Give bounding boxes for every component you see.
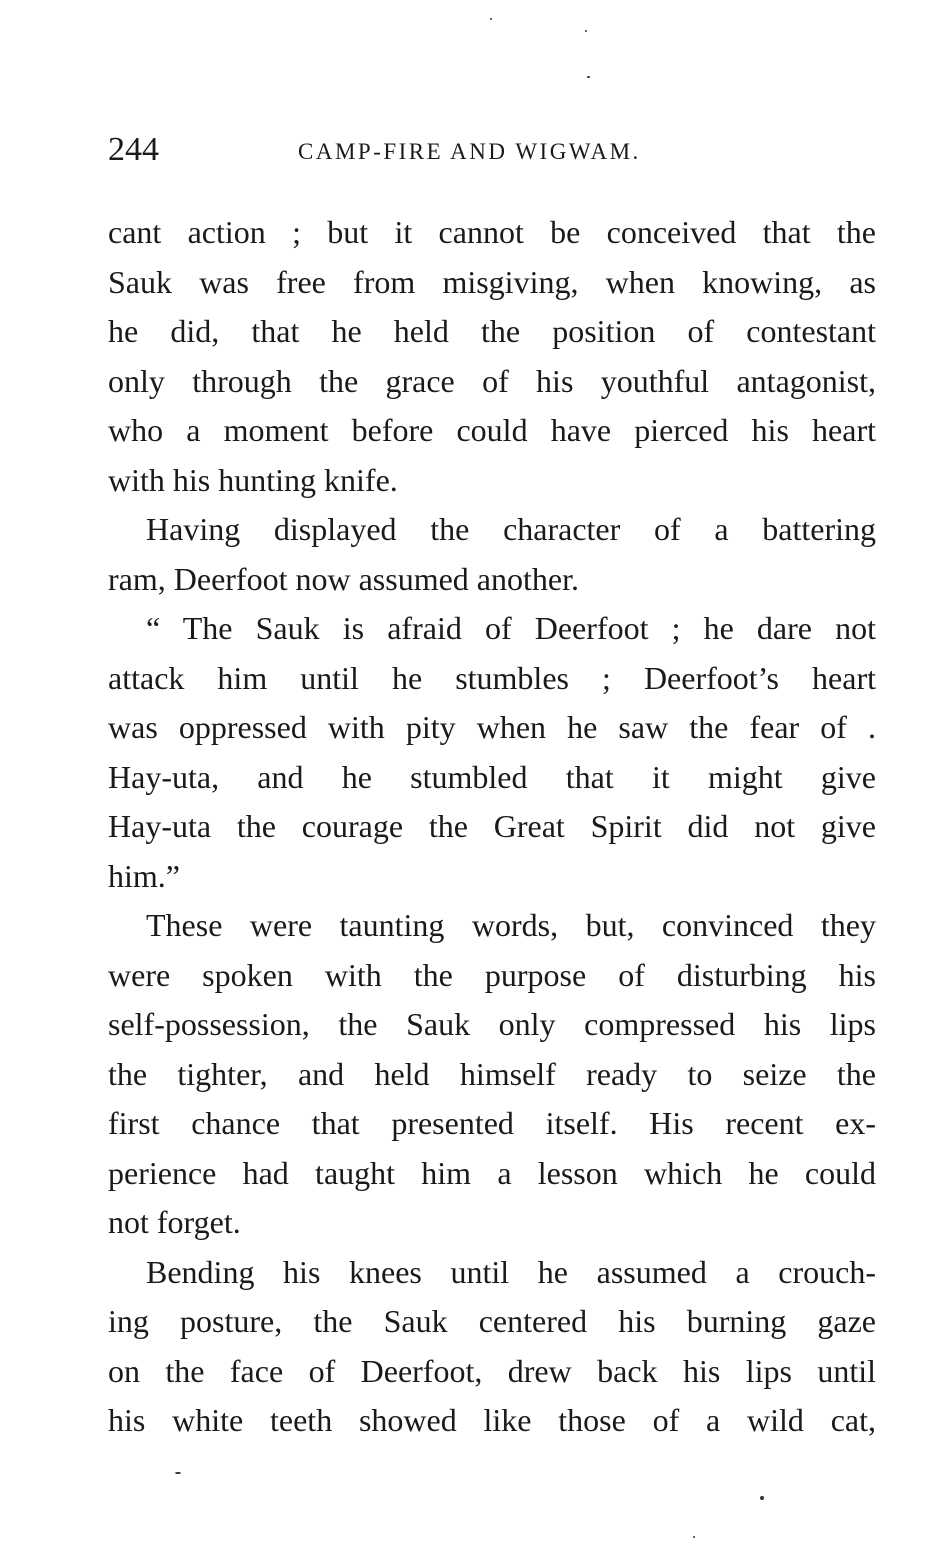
- page-header: [108, 128, 878, 172]
- text-line: the tighter, and held himself ready to seize the: [108, 1055, 876, 1092]
- body-text: [108, 208, 876, 1446]
- text-line: “ The Sauk is afraid of Deerfoot ; he dare not: [146, 610, 876, 646]
- text-line: self-possession, the Sauk only compressed his lips: [108, 1006, 876, 1042]
- text-line: Hay-uta the courage the Great Spirit did not give: [108, 808, 876, 844]
- text-line: was oppressed with pity when he saw the fear of .: [108, 709, 876, 745]
- scan-speck: [175, 1472, 181, 1474]
- text-line: only through the grace of his youthful antagonist,: [108, 362, 876, 399]
- text-line: him.”: [108, 857, 180, 894]
- text-line: ing posture, the Sauk centered his burning gaze: [108, 1303, 876, 1339]
- text-line: first chance that presented itself. His recent ex-: [108, 1105, 876, 1141]
- text-line: perience had taught him a lesson which he could: [108, 1154, 876, 1191]
- text-line: attack him until he stumbles ; Deerfoot’s heart: [108, 659, 876, 696]
- text-line: Hay-uta, and he stumbled that it might give: [108, 758, 876, 795]
- text-line: Sauk was free from misgiving, when knowing, as: [108, 263, 876, 300]
- text-line: not forget.: [108, 1204, 241, 1240]
- scan-speck: [693, 1536, 695, 1538]
- text-line: his white teeth showed like those of a wild cat,: [108, 1402, 876, 1438]
- scan-speck: [760, 1496, 764, 1500]
- text-line: on the face of Deerfoot, drew back his lips until: [108, 1352, 876, 1389]
- text-line: ram, Deerfoot now assumed another.: [108, 560, 579, 597]
- text-line: with his hunting knife.: [108, 461, 398, 498]
- text-line: These were taunting words, but, convinced they: [146, 907, 876, 943]
- text-line: cant action ; but it cannot be conceived that the: [108, 214, 876, 250]
- scan-speck: [587, 76, 590, 78]
- text-line: were spoken with the purpose of disturbing his: [108, 956, 876, 993]
- scan-speck: [585, 30, 587, 32]
- text-line: he did, that he held the position of contestant: [108, 313, 876, 349]
- scan-speck: [490, 18, 492, 20]
- running-title: CAMP-FIRE AND WIGWAM.: [298, 139, 641, 164]
- text-line: Having displayed the character of a battering: [146, 511, 876, 547]
- text-line: who a moment before could have pierced his heart: [108, 412, 876, 448]
- text-line: Bending his knees until he assumed a crouch-: [146, 1253, 876, 1290]
- page-number: 244: [108, 131, 159, 168]
